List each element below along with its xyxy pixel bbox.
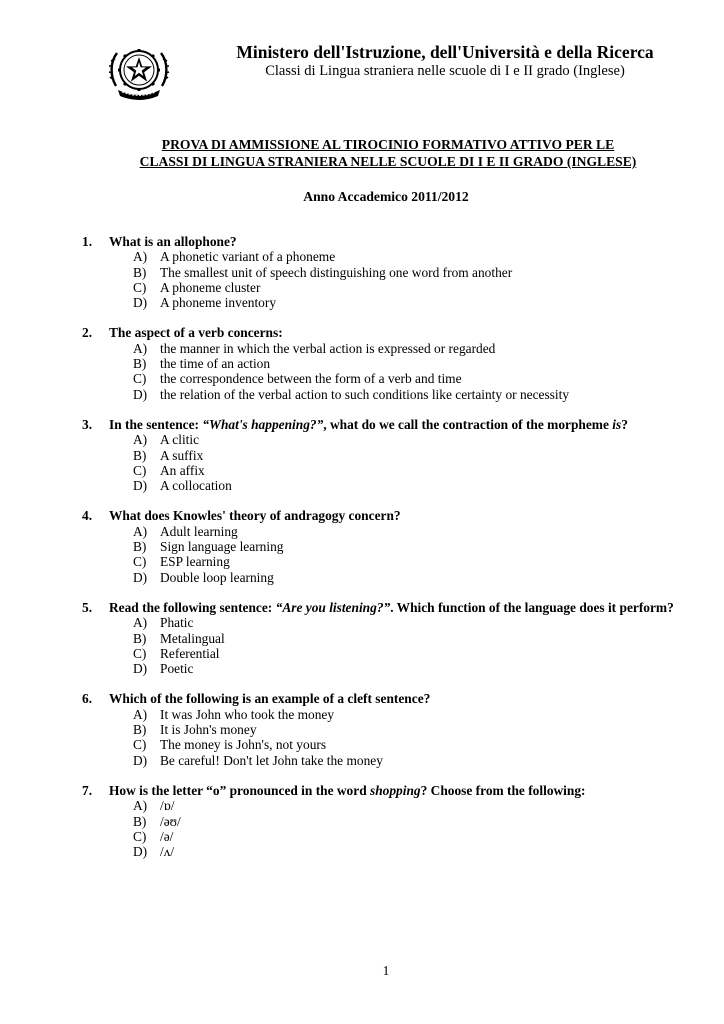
option-letter: D) [133,295,148,311]
answer-option [133,356,702,371]
page-number: 1 [382,963,390,978]
option-letter: B) [133,264,147,280]
answer-option [133,722,702,737]
answer-option [133,737,702,752]
question-segment: What does Knowles' theory of andragogy concern? [109,508,401,524]
answer-options [82,707,702,768]
option-letter: C) [133,279,147,295]
answer-option [133,707,702,722]
question-item [82,234,702,310]
ministry-title: Ministero dell'Istruzione, dell'Università e della Ricerca [236,42,654,62]
question-text [82,417,702,432]
option-letter: B) [133,722,147,738]
option-letter: A) [133,340,148,356]
option-text: It is John's money [160,722,257,738]
option-letter: B) [133,539,147,555]
answer-option [133,615,702,630]
question-emphasis: is [612,416,622,432]
option-text: A clitic [160,432,200,448]
question-item [82,691,702,767]
option-text: Double loop learning [160,569,274,585]
question-number: 5. [82,599,93,615]
option-text: /ʌ/ [160,844,175,860]
answer-option [133,661,702,676]
option-text: Poetic [160,661,194,677]
option-text: A collocation [160,478,232,494]
answer-option [133,341,702,356]
answer-options [82,249,702,310]
option-letter: A) [133,523,148,539]
option-text: the relation of the verbal action to such conditions like certainty or necessity [160,386,570,402]
option-letter: D) [133,478,148,494]
option-text: /ə/ [160,828,174,844]
option-letter: D) [133,661,148,677]
exam-title [90,136,686,170]
answer-option [133,814,702,829]
option-text: The smallest unit of speech distinguishing one word from another [160,264,513,280]
option-letter: B) [133,447,147,463]
exam-title-line-2: CLASSI DI LINGUA STRANIERA NELLE SCUOLE DI I E II GRADO (INGLESE) [139,154,637,169]
option-text: Sign language learning [160,539,284,555]
answer-options [82,341,702,402]
option-text: A suffix [160,447,204,463]
option-text: It was John who took the money [160,706,335,722]
answer-option [133,387,702,402]
option-letter: C) [133,462,147,478]
option-text: Adult learning [160,523,238,539]
answer-option [133,249,702,264]
option-text: the time of an action [160,356,271,372]
option-text: A phonetic variant of a phoneme [160,249,336,265]
question-text [82,325,702,340]
answer-option [133,798,702,813]
question-item [82,508,702,584]
answer-option [133,280,702,295]
option-letter: B) [133,630,147,646]
option-letter: B) [133,813,147,829]
option-letter: D) [133,569,148,585]
option-letter: A) [133,432,148,448]
question-text [82,234,702,249]
academic-year: Anno Accademico 2011/2012 [303,189,469,204]
answer-option [133,524,702,539]
question-number: 6. [82,691,93,707]
question-number: 4. [82,508,93,524]
question-text [82,600,702,615]
answer-option [133,554,702,569]
option-letter: C) [133,371,147,387]
option-letter: A) [133,615,148,631]
question-segment: Read the following sentence: [109,599,276,615]
option-letter: A) [133,706,148,722]
question-item [82,417,702,493]
answer-options [82,615,702,676]
answer-option [133,432,702,447]
option-text: Phatic [160,615,194,631]
question-text [82,783,702,798]
option-text: A phoneme inventory [160,295,277,311]
option-text: A phoneme cluster [160,279,261,295]
answer-option [133,844,702,859]
option-text: /əʊ/ [160,813,181,829]
answer-option [133,448,702,463]
question-segment: , what do we call the contraction of the morpheme [323,416,613,432]
answer-option [133,570,702,585]
option-text: the manner in which the verbal action is expressed or regarded [160,340,496,356]
option-letter: A) [133,798,148,814]
question-segment: What is an allophone? [109,234,237,249]
option-text: Referential [160,645,220,661]
option-text: the correspondence between the form of a verb and time [160,371,462,387]
question-list [82,234,702,874]
answer-options [82,798,702,859]
option-text: /ɒ/ [160,798,175,814]
answer-option [133,631,702,646]
question-text [82,691,702,706]
question-segment: . Which function of the language does it perform? [390,599,674,615]
question-segment: ? Choose from the following: [420,782,586,798]
option-letter: C) [133,645,147,661]
italian-republic-emblem-icon [108,40,170,104]
question-text [82,508,702,523]
question-emphasis: “Are you listening?” [275,599,391,615]
answer-options [82,432,702,493]
question-item [82,783,702,859]
option-letter: C) [133,554,147,570]
ministry-subtitle: Classi di Lingua straniera nelle scuole di I e II grado (Inglese) [265,63,625,79]
question-segment: The aspect of a verb concerns: [109,325,283,341]
question-number: 3. [82,416,93,432]
question-segment: How is the letter “o” pronounced in the word [109,782,370,798]
option-text: An affix [160,462,205,478]
question-number: 1. [82,234,93,249]
option-letter: B) [133,356,147,372]
answer-option [133,753,702,768]
exam-title-line-1: PROVA DI AMMISSIONE AL TIROCINIO FORMATIVO ATTIVO PER LE [161,137,615,152]
answer-option [133,265,702,280]
question-segment: Which of the following is an example of a cleft sentence? [109,691,431,707]
answer-option [133,829,702,844]
option-letter: C) [133,737,147,753]
option-letter: A) [133,249,148,265]
option-letter: D) [133,386,148,402]
question-item [82,600,702,676]
answer-option [133,646,702,661]
answer-options [82,524,702,585]
answer-option [133,371,702,386]
option-text: The money is John's, not yours [160,737,327,753]
question-number: 2. [82,325,93,341]
option-letter: D) [133,752,148,768]
answer-option [133,478,702,493]
option-letter: C) [133,828,147,844]
answer-option [133,295,702,310]
question-emphasis: shopping [370,782,421,798]
question-item [82,325,702,401]
option-text: Be careful! Don't let John take the money [160,752,383,768]
option-letter: D) [133,844,148,860]
question-emphasis: “What's happening?” [202,416,324,432]
answer-option [133,463,702,478]
question-segment: In the sentence: [109,416,203,432]
option-text: ESP learning [160,554,230,570]
question-number: 7. [82,782,93,798]
answer-option [133,539,702,554]
option-text: Metalingual [160,630,225,646]
question-segment: ? [621,416,628,432]
